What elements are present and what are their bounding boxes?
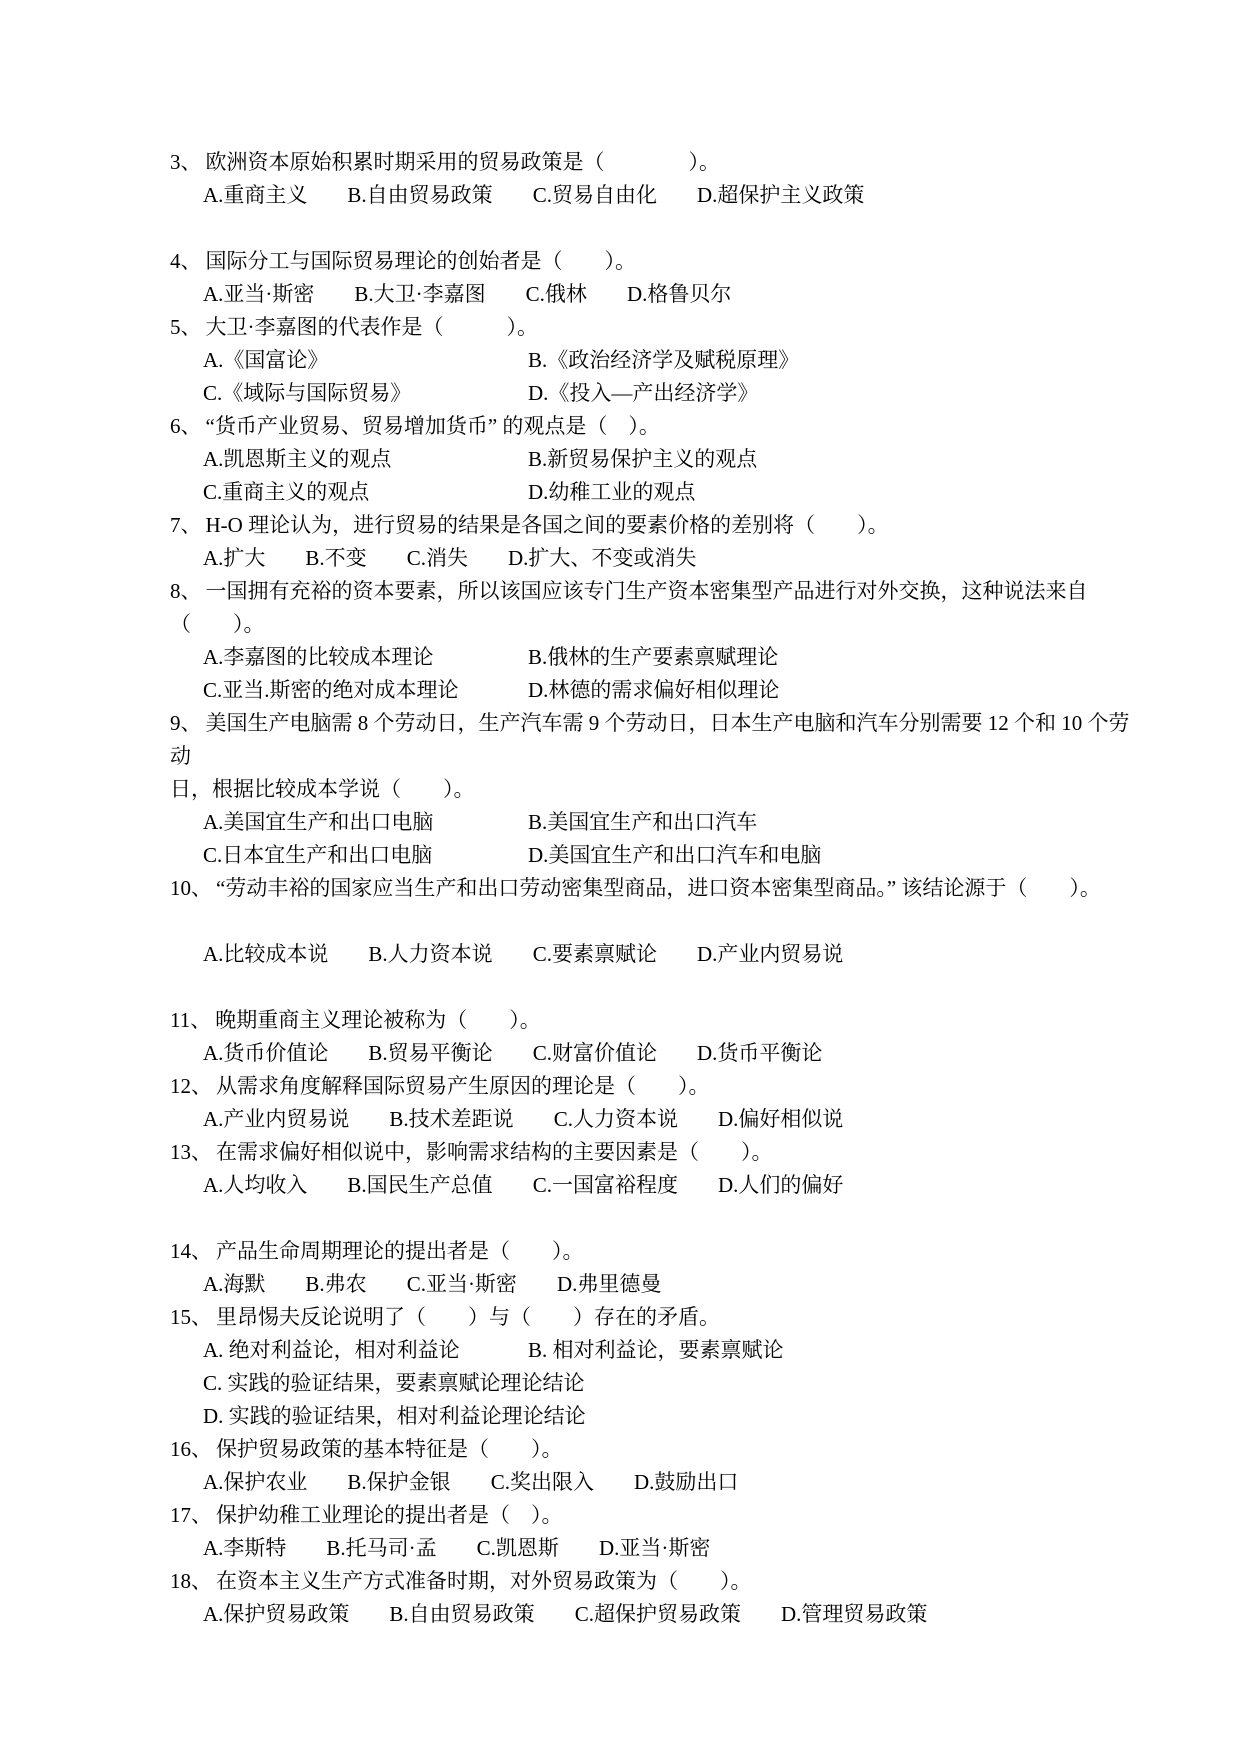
question-number: 16、 (170, 1437, 212, 1461)
option: D.林德的需求偏好相似理论 (528, 678, 780, 702)
blank-space (170, 212, 1136, 245)
option: B.弗农 (305, 1272, 367, 1296)
question-item (170, 1433, 1136, 1499)
option: C.一国富裕程度 (532, 1173, 678, 1197)
question-number: 4、 (170, 249, 202, 273)
question-text: 大卫·李嘉图的代表作是（ ）。 (205, 315, 538, 339)
question-line (170, 1070, 1136, 1103)
option-row (170, 1268, 1136, 1301)
question-list (170, 146, 1136, 1631)
question-number: 6、 (170, 414, 202, 438)
option: A.扩大 (203, 546, 266, 570)
option: D.鼓励出口 (633, 1470, 739, 1494)
question-item (170, 575, 1136, 707)
question-number: 9、 (170, 711, 202, 735)
question-line-continued (170, 773, 1136, 806)
question-text: 保护幼稚工业理论的提出者是（ ）。 (216, 1503, 563, 1527)
option: B.大卫·李嘉图 (354, 282, 486, 306)
blank-space (170, 971, 1136, 1004)
option: D.亚当·斯密 (598, 1536, 711, 1560)
question-line (170, 245, 1136, 278)
option-row (170, 1400, 1136, 1433)
option: A.凯恩斯主义的观点 (203, 447, 392, 471)
option: D.《投入—产出经济学》 (528, 381, 759, 405)
question-text: 晚期重商主义理论被称为（ ）。 (215, 1008, 541, 1032)
option: A.人均收入 (203, 1173, 308, 1197)
question-number: 14、 (170, 1239, 212, 1263)
question-item (170, 1070, 1136, 1136)
question-text: H-O 理论认为，进行贸易的结果是各国之间的要素价格的差别将（ ）。 (205, 513, 889, 537)
option: B.俄林的生产要素禀赋理论 (528, 645, 779, 669)
question-text: 一国拥有充裕的资本要素，所以该国应该专门生产资本密集型产品进行对外交换，这种说法来自 (205, 579, 1088, 603)
option: C.凯恩斯 (476, 1536, 559, 1560)
question-text: 日，根据比较成本学说（ ）。 (170, 777, 475, 801)
question-line (170, 509, 1136, 542)
option-row (170, 377, 1136, 410)
option: A.李嘉图的比较成本理论 (203, 645, 434, 669)
option: B.国民生产总值 (347, 1173, 493, 1197)
option: C.《域际与国际贸易》 (203, 381, 412, 405)
option: C.亚当·斯密 (406, 1272, 517, 1296)
question-item (170, 707, 1136, 872)
option-row (170, 806, 1136, 839)
option: D.货币平衡论 (696, 1041, 823, 1065)
option: D.弗里德曼 (556, 1272, 662, 1296)
question-item (170, 1565, 1136, 1631)
option: D.美国宜生产和出口汽车和电脑 (528, 843, 822, 867)
question-item (170, 311, 1136, 410)
option: B.托马司·孟 (326, 1536, 437, 1560)
option: A. 绝对利益论，相对利益论 (203, 1338, 460, 1362)
option-row (170, 1466, 1136, 1499)
option-row (170, 278, 1136, 311)
option-row (170, 542, 1136, 575)
question-number: 18、 (170, 1569, 212, 1593)
option: B.美国宜生产和出口汽车 (528, 810, 758, 834)
option: A.货币价值论 (203, 1041, 329, 1065)
option: A.亚当·斯密 (203, 282, 315, 306)
question-text: “货币产业贸易、贸易增加货币” 的观点是（ ）。 (205, 414, 660, 438)
question-text: 在资本主义生产方式准备时期，对外贸易政策为（ ）。 (216, 1569, 752, 1593)
question-line (170, 1301, 1136, 1334)
question-item (170, 1499, 1136, 1565)
blank-space (170, 1202, 1136, 1235)
question-text: 从需求角度解释国际贸易产生原因的理论是（ ）。 (216, 1074, 710, 1098)
question-item (170, 1235, 1136, 1301)
question-number: 17、 (170, 1503, 212, 1527)
option: A.海默 (203, 1272, 266, 1296)
option: A.美国宜生产和出口电脑 (203, 810, 434, 834)
option: A.保护贸易政策 (203, 1602, 350, 1626)
option: C.俄林 (525, 282, 587, 306)
option-row (170, 344, 1136, 377)
question-text: 里昂惕夫反论说明了（ ）与（ ）存在的矛盾。 (216, 1305, 720, 1329)
question-item (170, 509, 1136, 575)
option: C.超保护贸易政策 (574, 1602, 741, 1626)
question-text: 保护贸易政策的基本特征是（ ）。 (216, 1437, 563, 1461)
question-number: 3、 (170, 150, 202, 174)
option: A.李斯特 (203, 1536, 287, 1560)
question-line (170, 1433, 1136, 1466)
question-number: 8、 (170, 579, 202, 603)
question-text: （ ）。 (170, 612, 265, 636)
question-text: 产品生命周期理论的提出者是（ ）。 (216, 1239, 584, 1263)
option: B.技术差距说 (389, 1107, 514, 1131)
option: C.重商主义的观点 (203, 480, 370, 504)
option: B.不变 (305, 546, 367, 570)
question-text: 国际分工与国际贸易理论的创始者是（ ）。 (205, 249, 636, 273)
option: C.贸易自由化 (532, 183, 657, 207)
question-number: 13、 (170, 1140, 212, 1164)
question-line (170, 146, 1136, 179)
option: C.日本宜生产和出口电脑 (203, 843, 433, 867)
question-number: 15、 (170, 1305, 212, 1329)
option: D.格鲁贝尔 (626, 282, 732, 306)
question-number: 7、 (170, 513, 202, 537)
option: B.新贸易保护主义的观点 (528, 447, 758, 471)
option: D.产业内贸易说 (696, 942, 844, 966)
option-row (170, 179, 1136, 212)
option: B.《政治经济学及赋税原理》 (528, 348, 800, 372)
question-line (170, 1565, 1136, 1598)
option-row (170, 1103, 1136, 1136)
question-text: 在需求偏好相似说中，影响需求结构的主要因素是（ ）。 (216, 1140, 773, 1164)
question-item (170, 1136, 1136, 1235)
option-row (170, 443, 1136, 476)
question-text: “劳动丰裕的国家应当生产和出口劳动密集型商品，进口资本密集型商品。” 该结论源于（ ）。 (216, 876, 1101, 900)
question-line (170, 575, 1136, 608)
option: B. 相对利益论，要素禀赋论 (528, 1338, 784, 1362)
question-number: 12、 (170, 1074, 212, 1098)
option: A.保护农业 (203, 1470, 308, 1494)
option: A.产业内贸易说 (203, 1107, 350, 1131)
question-item (170, 1004, 1136, 1070)
question-number: 10、 (170, 876, 212, 900)
option: D.偏好相似说 (717, 1107, 844, 1131)
option-row (170, 641, 1136, 674)
option: C.奖出限入 (490, 1470, 594, 1494)
option: C. 实践的验证结果，要素禀赋论理论结论 (203, 1371, 585, 1395)
question-item (170, 410, 1136, 509)
question-line (170, 1235, 1136, 1268)
option: D.扩大、不变或消失 (507, 546, 697, 570)
option: D. 实践的验证结果，相对利益论理论结论 (203, 1404, 586, 1428)
option: C.要素禀赋论 (532, 942, 657, 966)
option: A.重商主义 (203, 183, 308, 207)
option: C.财富价值论 (532, 1041, 657, 1065)
blank-space (170, 905, 1136, 938)
option: B.自由贸易政策 (347, 183, 493, 207)
option: A.《国富论》 (203, 348, 329, 372)
question-item (170, 146, 1136, 245)
option-row (170, 674, 1136, 707)
option-row (170, 1532, 1136, 1565)
option: D.管理贸易政策 (780, 1602, 928, 1626)
question-item (170, 1301, 1136, 1433)
option-row (170, 476, 1136, 509)
question-text: 欧洲资本原始积累时期采用的贸易政策是（ ）。 (205, 150, 720, 174)
option: C.人力资本说 (553, 1107, 678, 1131)
option-row (170, 938, 1136, 971)
question-line (170, 1499, 1136, 1532)
question-line (170, 410, 1136, 443)
question-number: 5、 (170, 315, 202, 339)
option-row (170, 1598, 1136, 1631)
question-line (170, 1004, 1136, 1037)
question-text: 美国生产电脑需 8 个劳动日，生产汽车需 9 个劳动日，日本生产电脑和汽车分别需要 12 个和 10 个劳动 (170, 711, 1130, 768)
option-row (170, 1037, 1136, 1070)
option: C.消失 (406, 546, 468, 570)
option: B.贸易平衡论 (368, 1041, 493, 1065)
option: D.超保护主义政策 (696, 183, 865, 207)
option-row (170, 1367, 1136, 1400)
option: D.人们的偏好 (717, 1173, 844, 1197)
question-line (170, 1136, 1136, 1169)
option: B.人力资本说 (368, 942, 493, 966)
option-row (170, 839, 1136, 872)
question-line (170, 311, 1136, 344)
question-item (170, 872, 1136, 1004)
option: B.自由贸易政策 (389, 1602, 535, 1626)
question-number: 11、 (170, 1008, 212, 1032)
option-row (170, 1169, 1136, 1202)
question-line (170, 707, 1136, 773)
question-item (170, 245, 1136, 311)
option: C.亚当.斯密的绝对成本理论 (203, 678, 459, 702)
option: B.保护金银 (347, 1470, 451, 1494)
option-row (170, 1334, 1136, 1367)
question-line-continued (170, 608, 1136, 641)
option: D.幼稚工业的观点 (528, 480, 696, 504)
option: A.比较成本说 (203, 942, 329, 966)
question-line (170, 872, 1136, 905)
